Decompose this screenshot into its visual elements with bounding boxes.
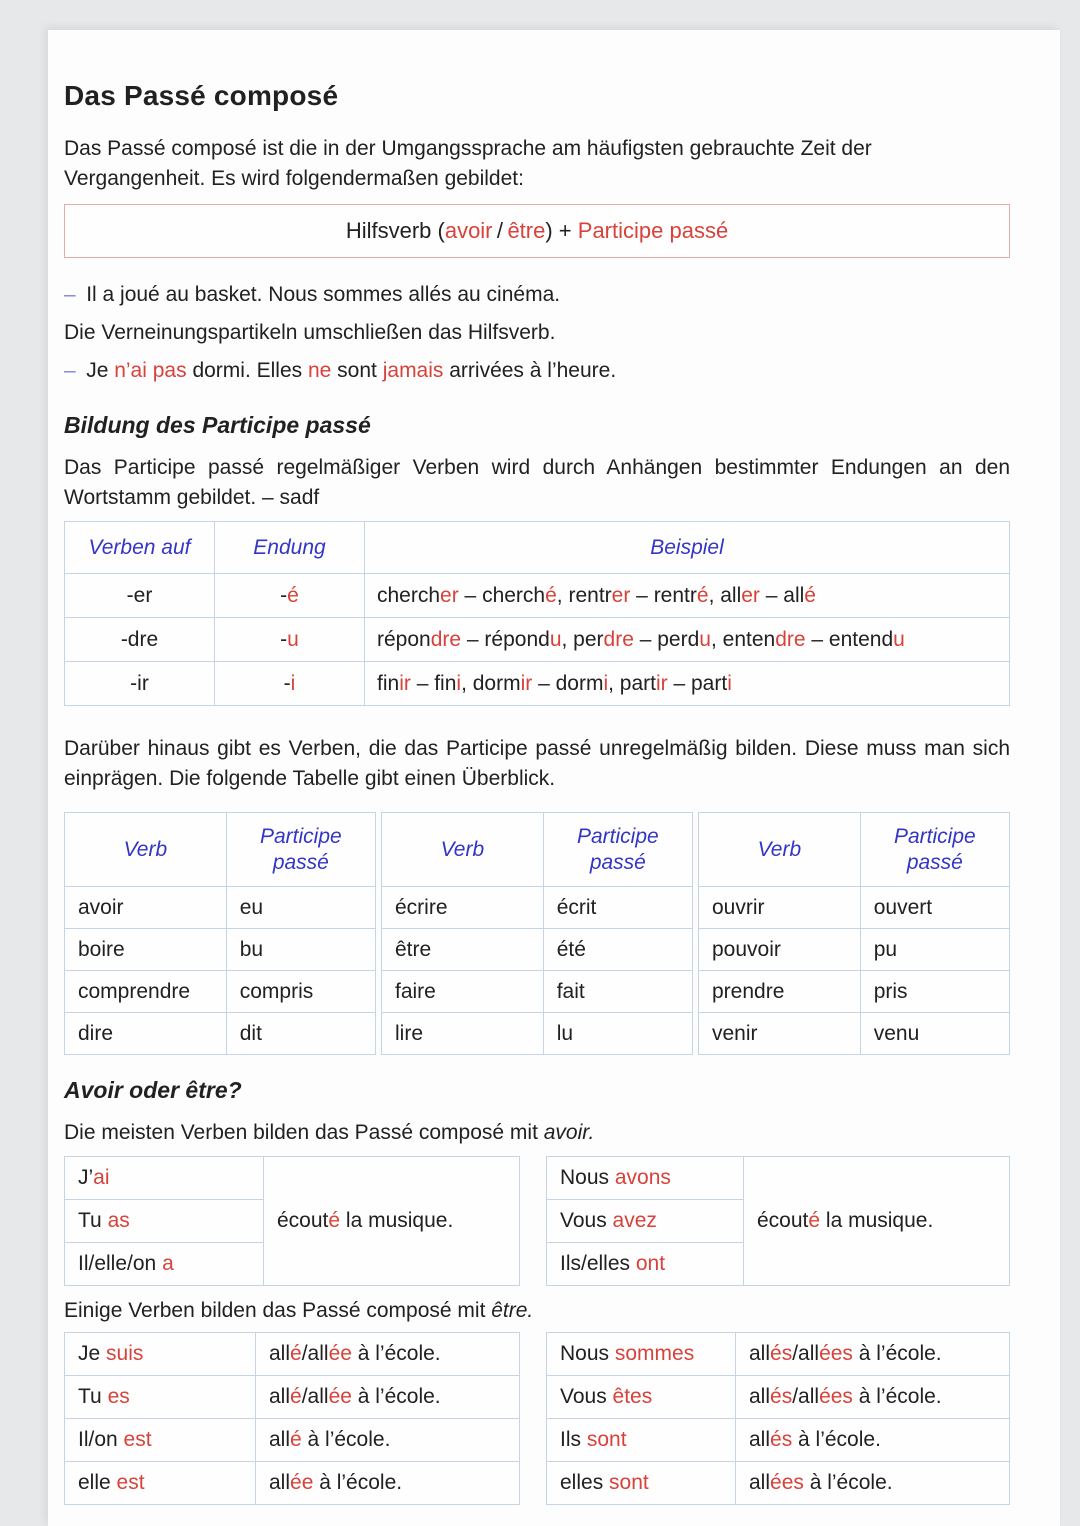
table-cell: écrire: [382, 887, 544, 929]
table-row: [382, 929, 693, 971]
table-row: [65, 1419, 520, 1462]
table-cell: Nous sommes: [547, 1333, 736, 1376]
irregular-table-3: [698, 812, 1010, 1055]
table-cell: allés/allées à l’école.: [736, 1376, 1010, 1419]
column-header-beispiel: Beispiel: [365, 522, 1010, 574]
section-heading-bildung: Bildung des Participe passé: [64, 412, 371, 438]
etre-tables-row: [64, 1332, 1010, 1505]
table-row: [65, 887, 376, 929]
table-cell: prendre: [699, 971, 861, 1013]
avoir-table-right: [546, 1156, 1010, 1286]
table-cell: allées à l’école.: [736, 1462, 1010, 1505]
table-row: [65, 574, 1010, 618]
column-header-verb: Verb: [65, 813, 227, 887]
etre-table-right: [546, 1332, 1010, 1505]
table-cell: Vous avez: [547, 1200, 744, 1243]
table-cell: Je suis: [65, 1333, 256, 1376]
table-row: [65, 662, 1010, 706]
table-row: [699, 971, 1010, 1013]
table-cell: elles sont: [547, 1462, 736, 1505]
table-cell: -er: [65, 574, 215, 618]
table-cell: boire: [65, 929, 227, 971]
table-cell: faire: [382, 971, 544, 1013]
irregular-table-2: [381, 812, 693, 1055]
table-cell: lu: [543, 1013, 692, 1055]
table-cell: Vous êtes: [547, 1376, 736, 1419]
table-row: [699, 929, 1010, 971]
table-cell: écouté la musique.: [264, 1157, 520, 1286]
table-cell: allé à l’école.: [256, 1419, 520, 1462]
table-row: [382, 1013, 693, 1055]
irregular-table-1: [64, 812, 376, 1055]
table-row: [65, 929, 376, 971]
irregular-header-row: [699, 813, 1010, 887]
negation-note: Die Verneinungspartikeln umschließen das Hilfsverb.: [64, 321, 556, 344]
table-cell: Il/on est: [65, 1419, 256, 1462]
table-cell: dire: [65, 1013, 227, 1055]
table-cell: -dre: [65, 618, 215, 662]
avoir-table-left: [64, 1156, 520, 1286]
table-cell: pouvoir: [699, 929, 861, 971]
table-row: [547, 1419, 1010, 1462]
table-row: [65, 1013, 376, 1055]
table-cell: eu: [226, 887, 375, 929]
table-cell: pu: [860, 929, 1009, 971]
table-cell: -u: [215, 618, 365, 662]
table-cell: ouvert: [860, 887, 1009, 929]
column-header-participe: Participe passé: [226, 813, 375, 887]
table-cell: finir – fini, dormir – dormi, partir – parti: [365, 662, 1010, 706]
etre-table-left: [64, 1332, 520, 1505]
table-cell: Ils/elles ont: [547, 1243, 744, 1286]
table-cell: -é: [215, 574, 365, 618]
table-cell: Tu as: [65, 1200, 264, 1243]
table-row: [547, 1157, 1010, 1200]
column-header-participe: Participe passé: [543, 813, 692, 887]
table-cell: venu: [860, 1013, 1009, 1055]
table-cell: compris: [226, 971, 375, 1013]
avoir-tables-row: [64, 1156, 1010, 1286]
table-cell: Il/elle/on a: [65, 1243, 264, 1286]
table-cell: écouté la musique.: [744, 1157, 1010, 1286]
table-cell: elle est: [65, 1462, 256, 1505]
table-cell: allé/allée à l’école.: [256, 1376, 520, 1419]
table-row: [382, 887, 693, 929]
table-cell: été: [543, 929, 692, 971]
endings-header-row: [65, 522, 1010, 574]
formula-text: Hilfsverb (avoir / être) + Participe passé: [345, 218, 729, 243]
example-sentence-1: – Il a joué au basket. Nous sommes allés au cinéma.: [64, 283, 561, 306]
table-row: [547, 1462, 1010, 1505]
regular-endings-paragraph: Das Participe passé regelmäßiger Verben wird durch Anhängen bestimmter Endungen an den Wortstamm gebildet. – sadf: [64, 456, 1010, 509]
table-row: [65, 1157, 520, 1200]
table-cell: -ir: [65, 662, 215, 706]
table-row: [699, 887, 1010, 929]
table-cell: écrit: [543, 887, 692, 929]
table-row: [65, 618, 1010, 662]
avoir-intro-paragraph: Die meisten Verben bilden das Passé composé mit avoir.: [64, 1121, 595, 1144]
table-cell: chercher – cherché, rentrer – rentré, aller – allé: [365, 574, 1010, 618]
table-row: [382, 971, 693, 1013]
table-cell: avoir: [65, 887, 227, 929]
table-cell: comprendre: [65, 971, 227, 1013]
table-cell: dit: [226, 1013, 375, 1055]
table-cell: Ils sont: [547, 1419, 736, 1462]
intro-paragraph: Das Passé composé ist die in der Umgangssprache am häufigsten gebrauchte Zeit der Vergangenheit. Es wird folgendermaßen gebildet:: [64, 137, 872, 190]
page-title: Das Passé composé: [64, 80, 339, 111]
column-header-verben-auf: Verben auf: [65, 522, 215, 574]
irregular-tables-row: [64, 812, 1010, 1055]
document-page: [48, 30, 1060, 1526]
table-cell: J’ai: [65, 1157, 264, 1200]
irregular-header-row: [65, 813, 376, 887]
table-cell: allés/allées à l’école.: [736, 1333, 1010, 1376]
table-cell: Tu es: [65, 1376, 256, 1419]
endings-table: [64, 521, 1010, 706]
table-cell: ouvrir: [699, 887, 861, 929]
table-row: [65, 1462, 520, 1505]
table-cell: venir: [699, 1013, 861, 1055]
table-cell: -i: [215, 662, 365, 706]
table-cell: allé/allée à l’école.: [256, 1333, 520, 1376]
table-cell: pris: [860, 971, 1009, 1013]
table-row: [547, 1376, 1010, 1419]
table-row: [699, 1013, 1010, 1055]
table-cell: allée à l’école.: [256, 1462, 520, 1505]
table-cell: être: [382, 929, 544, 971]
formula-box: [64, 204, 1010, 258]
section-heading-avoir-etre: Avoir oder être?: [64, 1077, 242, 1103]
column-header-participe: Participe passé: [860, 813, 1009, 887]
column-header-endung: Endung: [215, 522, 365, 574]
table-row: [65, 1333, 520, 1376]
table-cell: bu: [226, 929, 375, 971]
table-cell: répondre – répondu, perdre – perdu, entendre – entendu: [365, 618, 1010, 662]
table-cell: fait: [543, 971, 692, 1013]
irregular-header-row: [382, 813, 693, 887]
etre-intro-paragraph: Einige Verben bilden das Passé composé mit être.: [64, 1299, 534, 1322]
table-row: [65, 1376, 520, 1419]
irregular-intro-paragraph: Darüber hinaus gibt es Verben, die das Participe passé unregelmäßig bilden. Diese muss man sich einprägen. Die folgende Tabelle gibt einen Überblick.: [64, 737, 1010, 790]
example-sentence-2: – Je n’ai pas dormi. Elles ne sont jamais arrivées à l’heure.: [64, 359, 617, 382]
table-row: [65, 971, 376, 1013]
column-header-verb: Verb: [382, 813, 544, 887]
table-cell: lire: [382, 1013, 544, 1055]
table-cell: allés à l’école.: [736, 1419, 1010, 1462]
table-row: [547, 1333, 1010, 1376]
table-cell: Nous avons: [547, 1157, 744, 1200]
column-header-verb: Verb: [699, 813, 861, 887]
